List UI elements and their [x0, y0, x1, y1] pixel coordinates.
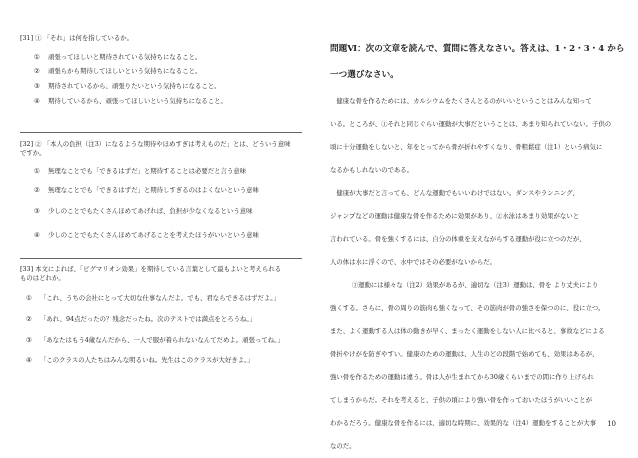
passage-line: 言われている。骨を強くするには、自分の体重を支えながらする運動が役に立つのだが、 [330, 235, 586, 243]
passage-line: 人の体は水に浮くので、水中ではその必要がないからだ。 [330, 258, 497, 266]
passage-line: 骨折やけがを防ぎやすい。健康のための運動は、人生のどの段階で始めても、効果はあるが、 [330, 350, 599, 358]
q32-option-text: 少しのことでもたくさんほめてあげれば、負担が少なくなるという意味 [48, 206, 253, 215]
reading-passage-column [330, 42, 625, 458]
question-33-prompt-cont: ものはどれか。 [20, 273, 65, 282]
section-divider [20, 132, 302, 133]
q31-option-text: 頑張らから期待してほしいという気持ちになること。 [48, 67, 202, 76]
q31-option-text: 頑張ってほしいと期待されている気持ちになること。 [48, 52, 202, 61]
question-32-prompt: [32] ② 「本人の負担（注3）になるような期待やほめすぎは考えものだ」とは、どういう意味 [20, 140, 291, 148]
question-32-prompt-cont: ですか。 [20, 148, 46, 157]
q33-option-text: 「このクラスの人たちはみんな明るいね。先生はこのクラスが大好きよ。」 [40, 356, 254, 365]
question-33-block [20, 265, 302, 371]
passage-line: わかるだろう。健康な骨を作るには、適切な時期に、効果的な（注4）運動をすることが大事 [330, 419, 597, 427]
passage-instructions-cont: 一つ選びなさい。 [330, 70, 399, 80]
q31-option-text: 期待しているから、頑張ってほしいという気持ちになること。 [48, 96, 227, 105]
q31-option-text: 期待されているから、頑張りたいという気持ちになること。 [48, 81, 221, 90]
question-33-prompt: [33] 本文によれば、「ピグマリオン効果」を期待している言葉として最もよいと考えられる [20, 265, 282, 273]
page-number: 10 [607, 420, 616, 428]
section-divider [20, 258, 302, 259]
question-31-prompt: [31] ① 「それ」は何を指しているか。 [20, 34, 134, 42]
q32-option[interactable]: ④ 少しのことでもたくさんほめてあげることを考えたほうがいいという意味 [34, 231, 259, 240]
passage-line: 健康が大事だと言っても、どんな運動でもいいわけではない。ダンスやランニング、 [330, 189, 579, 197]
q32-option[interactable]: ③ 少しのことでもたくさんほめてあげれば、負担が少なくなるという意味 [34, 206, 253, 215]
q33-option[interactable]: ① 「これ、うちの会社にとって大切な仕事なんだよ。でも、君ならできるはずだよ。」 [26, 294, 280, 303]
passage-line: てしまうからだ。それを考えると、子供の頃により強い骨を作っておいたほうがいいことが [330, 396, 593, 404]
questions-column [20, 34, 302, 111]
passage-line: 頃に十分運動をしないと、年をとってから骨が折れやすくなり、骨粗鬆症（注1）という病気に [330, 143, 603, 151]
passage-body [330, 90, 620, 458]
passage-line: ジャンプなどの運動は健康な骨を作るために効果があり、②水泳はあまり効果がないと [330, 212, 580, 220]
passage-line: 健康な骨を作るためには、カルシウムをたくさんとるのがいいということはみんな知って [330, 97, 592, 105]
passage-line: また、よく運動する人は体の動きが早く、まったく運動をしない人に比べると、事故などによる [330, 327, 605, 335]
q32-option-text: 無理なことでも「できるはずだ」と期待することは必要だと言う意味 [48, 167, 247, 176]
passage-line: ③運動には様々な（注2）効果があるが、適切な（注3）運動は、骨を より丈夫により [351, 281, 599, 289]
q32-option-text: 無理なことでも「できるはずだ」と期待しすぎるのはよくないという意味 [48, 185, 259, 194]
q33-option[interactable]: ③ 「あなたはもう4歳なんだから、一人で服が着られないなんてだめよ。頑張ってね。」 [26, 335, 284, 344]
q33-option[interactable]: ④ 「このクラスの人たちはみんな明るいね。先生はこのクラスが大好きよ。」 [26, 356, 254, 365]
q32-option[interactable]: ② 無理なことでも「できるはずだ」と期待しすぎるのはよくないという意味 [34, 185, 259, 194]
question-32-block [20, 140, 302, 246]
q31-option[interactable]: ① 頑張ってほしいと期待されている気持ちになること。 [34, 52, 202, 61]
passage-line: 強くする。さらに、骨の周りの筋肉も強くなって、その筋肉が骨の強さを保つのに、役に立つ。 [330, 304, 605, 312]
passage-instructions: 問題Ⅵ：次の文章を読んで、質問に答えなさい。答えは、1・2・3・4 から [330, 44, 625, 54]
q33-option[interactable]: ② 「あれ、94点だったの？残念だったね。次のテストでは満点をとろうね。」 [26, 314, 256, 323]
passage-line: なるかもしれないのである。 [330, 166, 414, 174]
q31-option[interactable]: ③ 期待されているから、頑張りたいという気持ちになること。 [34, 81, 221, 90]
q33-option-text: 「これ、うちの会社にとって大切な仕事なんだよ。でも、君ならできるはずだよ。」 [40, 294, 280, 303]
q33-option-text: 「あなたはもう4歳なんだから、一人で服が着られないなんてだめよ。頑張ってね。」 [40, 335, 284, 344]
passage-line: なのだ。 [330, 442, 356, 450]
q33-option-text: 「あれ、94点だったの？残念だったね。次のテストでは満点をとろうね。」 [40, 314, 256, 323]
q31-option[interactable]: ② 頑張らから期待してほしいという気持ちになること。 [34, 67, 202, 76]
q31-option[interactable]: ④ 期待しているから、頑張ってほしいという気持ちになること。 [34, 96, 227, 105]
passage-line: 強い骨を作るための運動は違う。骨は人が生まれてから30歳くらいまでの間に作り上げられ [330, 373, 594, 381]
q32-option-text: 少しのことでもたくさんほめてあげることを考えたほうがいいという意味 [48, 231, 259, 240]
q32-option[interactable]: ① 無理なことでも「できるはずだ」と期待することは必要だと言う意味 [34, 167, 247, 176]
passage-line: いる。ところが、①それと同じぐらい運動が大事だということは、あまり知られていない。子供の [330, 120, 612, 128]
